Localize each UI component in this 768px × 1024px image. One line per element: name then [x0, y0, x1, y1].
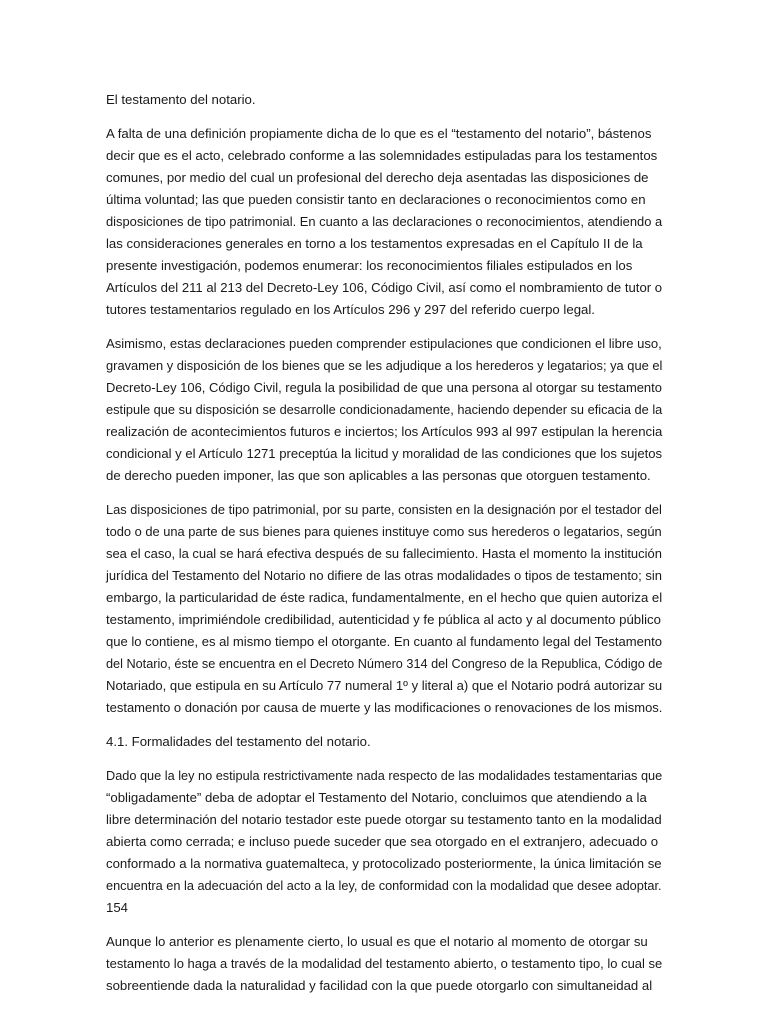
- text-line: las consideraciones generales en torno a los testamentos expresadas en el Capítulo II de la: [106, 236, 643, 251]
- text-line: Dado que la ley no estipula restrictivamente nada respecto de las modalidades testamentarias que: [106, 768, 663, 783]
- text-line: “obligadamente” deba de adoptar el Testamento del Notario, concluimos que atendiendo a la: [106, 790, 647, 805]
- text-line: sea el caso, la cual se hará efectiva después de su fallecimiento. Hasta el momento la institución: [106, 546, 662, 561]
- text-line: A falta de una definición propiamente dicha de lo que es el “testamento del notario”, bástenos: [106, 126, 652, 141]
- document-title: El testamento del notario.: [106, 92, 256, 107]
- text-line: sobreentiende dada la naturalidad y facilidad con la que puede otorgarlo con simultaneidad al: [106, 978, 653, 993]
- text-line: embargo, la particularidad de éste radica, fundamentalmente, en el hecho que quien autoriza el: [106, 590, 663, 605]
- text-line: disposiciones de tipo patrimonial. En cuanto a las declaraciones o reconocimientos, atendiendo a: [106, 214, 663, 229]
- text-line: del Notario, éste se encuentra en el Decreto Número 314 del Congreso de la Republica, Código de: [106, 656, 663, 671]
- text-line: presente investigación, podemos enumerar: los reconocimientos filiales estipulados en los: [106, 258, 633, 273]
- text-line: Decreto-Ley 106, Código Civil, regula la posibilidad de que una persona al otorgar su testamento: [106, 380, 662, 395]
- text-line: realización de acontecimientos futuros e inciertos; los Artículos 993 al 997 estipulan la herencia: [106, 424, 663, 439]
- text-line: última voluntad; las que pueden consistir tanto en declaraciones o reconocimientos como en: [106, 192, 646, 207]
- text-line: conformado a la normativa guatemalteca, y protocolizado posteriormente, la única limitación se: [106, 856, 662, 871]
- page-number: 154: [106, 900, 129, 915]
- text-line: testamento lo haga a través de la modalidad del testamento abierto, o testamento tipo, lo cual se: [106, 956, 663, 971]
- text-line: testamento o donación por causa de muerte y las modificaciones o renovaciones de los mismos.: [106, 700, 663, 715]
- text-line: Aunque lo anterior es plenamente cierto, lo usual es que el notario al momento de otorgar su: [106, 934, 648, 949]
- text-line: decir que es el acto, celebrado conforme a las solemnidades estipuladas para los testamentos: [106, 148, 658, 163]
- text-line: jurídica del Testamento del Notario no difiere de las otras modalidades o tipos de testamento; sin: [106, 568, 662, 583]
- text-line: condicional y el Artículo 1271 preceptúa la licitud y moralidad de las condiciones que los sujetos: [106, 446, 663, 461]
- text-line: todo o de una parte de sus bienes para quienes instituye como sus herederos o legatarios, según: [106, 524, 662, 539]
- text-line: tutores testamentarios regulado en los Artículos 296 y 297 del referido cuerpo legal.: [106, 302, 595, 317]
- text-line: abierta como cerrada; e incluso puede suceder que sea otorgado en el extranjero, adecuado o: [106, 834, 659, 849]
- section-heading: 4.1. Formalidades del testamento del notario.: [106, 734, 371, 749]
- text-line: encuentra en la adecuación del acto a la ley, de conformidad con la modalidad que desee adoptar.: [106, 878, 662, 893]
- text-line: comunes, por medio del cual un profesional del derecho deja asentadas las disposiciones de: [106, 170, 649, 185]
- text-line: libre determinación del notario testador este puede otorgar su testamento tanto en la modalidad: [106, 812, 662, 827]
- text-line: que lo contiene, es al mismo tiempo el otorgante. En cuanto al fundamento legal del Testamento: [106, 634, 663, 649]
- text-line: Asimismo, estas declaraciones pueden comprender estipulaciones que condicionen el libre uso,: [106, 336, 662, 351]
- text-line: Las disposiciones de tipo patrimonial, por su parte, consisten en la designación por el testador del: [106, 502, 662, 517]
- text-line: Artículos del 211 al 213 del Decreto-Ley 106, Código Civil, así como el nombramiento de tutor o: [106, 280, 663, 295]
- text-line: Notariado, que estipula en su Artículo 77 numeral 1º y literal a) que el Notario podrá autorizar su: [106, 678, 663, 693]
- text-line: de derecho pueden imponer, las que son aplicables a las personas que otorguen testamento.: [106, 468, 651, 483]
- text-line: testamento, imprimiéndole credibilidad, autenticidad y fe pública al acto y al documento público: [106, 612, 661, 627]
- text-line: estipule que su disposición se desarrolle condicionadamente, haciendo depender su eficacia de la: [106, 402, 663, 417]
- text-line: gravamen y disposición de los bienes que se les adjudique a los herederos y legatarios; ya que el: [106, 358, 663, 373]
